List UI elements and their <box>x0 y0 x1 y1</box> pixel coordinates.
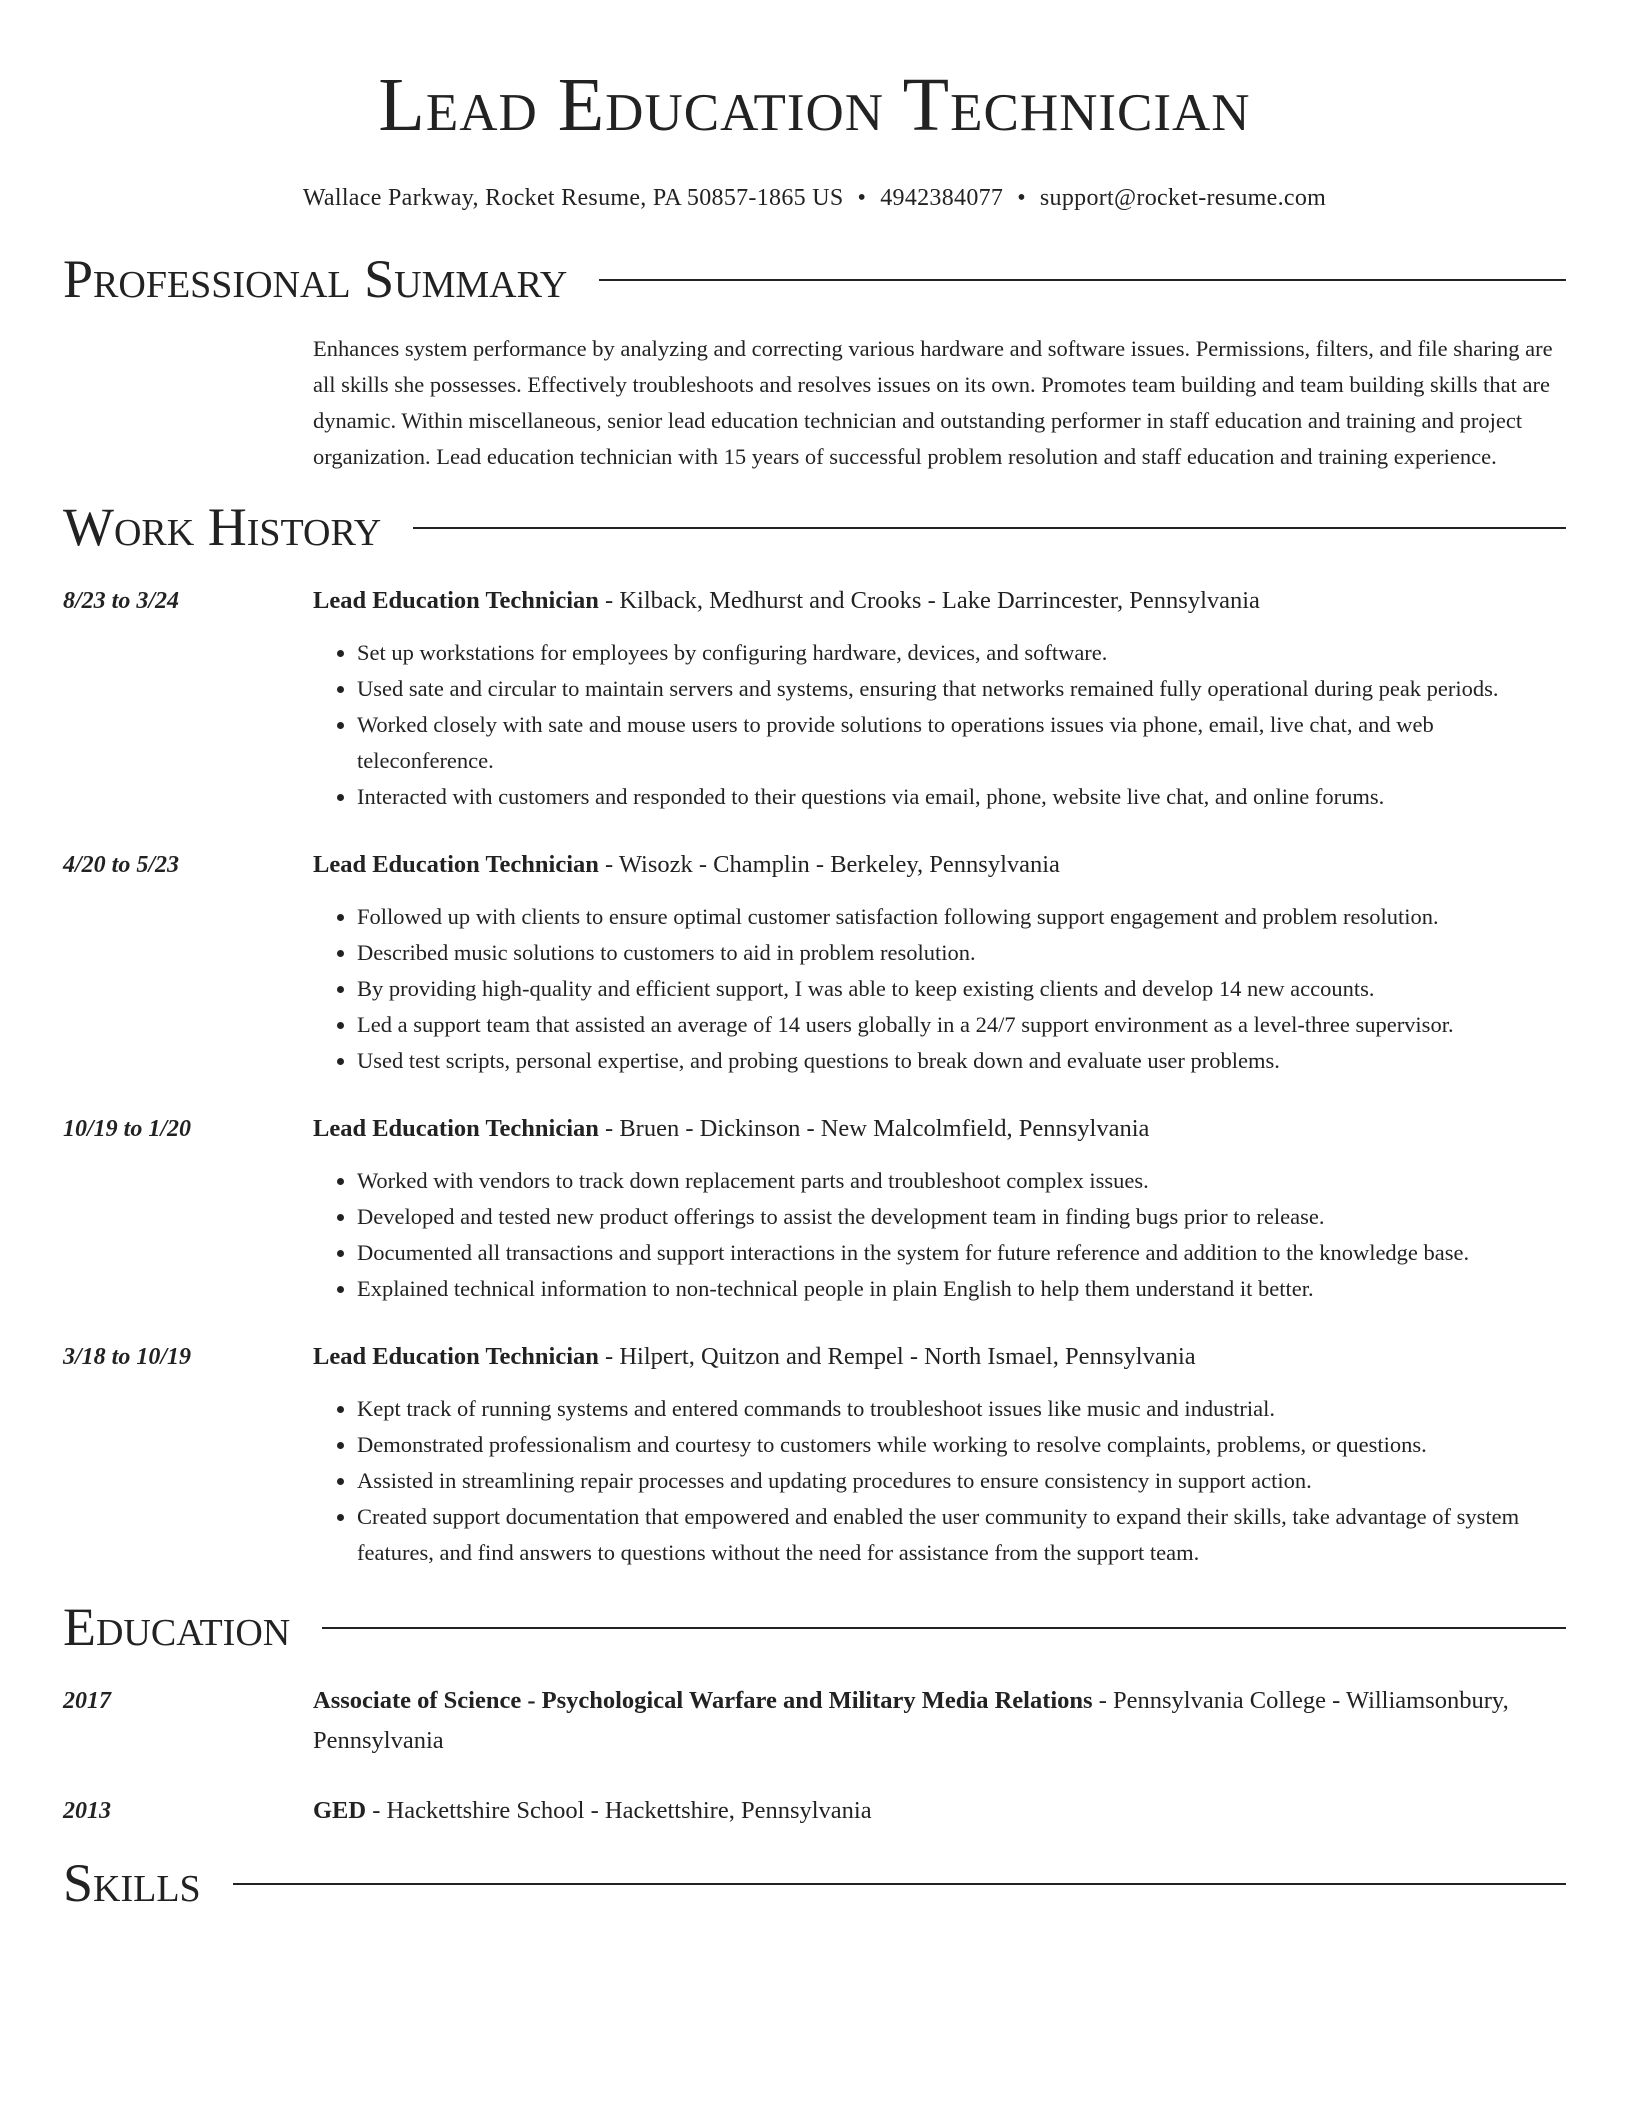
section-title: Professional Summary <box>63 249 568 309</box>
education-entry <box>63 1791 1566 1831</box>
contact-separator: • <box>857 185 867 211</box>
section-work-header <box>63 497 1566 557</box>
education-line <box>313 1791 1566 1831</box>
education-degree: GED <box>313 1797 367 1824</box>
job-bullet: • Used test scripts, personal expertise, and probing questions to break down and evaluate user problems. <box>357 1043 1566 1079</box>
education-school: - Hackettshire School - Hackettshire, Pennsylvania <box>366 1797 872 1824</box>
job-employer: - Wisozk - Champlin - Berkeley, Pennsylvania <box>598 851 1060 878</box>
job-title-line <box>313 1109 1566 1149</box>
section-divider <box>413 527 1566 529</box>
job-employer: - Kilback, Medhurst and Crooks - Lake Darrincester, Pennsylvania <box>598 587 1260 614</box>
job-bullets <box>313 1163 1566 1307</box>
job-bullet: • Worked with vendors to track down replacement parts and troubleshoot complex issues. <box>357 1163 1566 1199</box>
job-body <box>313 1337 1566 1571</box>
job-entry <box>63 1109 1566 1307</box>
education-line <box>313 1681 1566 1761</box>
section-education-header <box>63 1597 1566 1657</box>
section-title: Skills <box>63 1853 201 1913</box>
job-bullet: • Demonstrated professionalism and courtesy to customers while working to resolve complaints, problems, or questions. <box>357 1427 1566 1463</box>
job-bullet: • Developed and tested new product offerings to assist the development team in finding bugs prior to release. <box>357 1199 1566 1235</box>
job-dates: 8/23 to 3/24 <box>63 588 180 614</box>
contact-separator: • <box>1017 185 1026 211</box>
job-body <box>313 1109 1566 1307</box>
education-school: - Pennsylvania College - Williamsonbury, Pennsylvania <box>313 1687 1509 1754</box>
job-title-line <box>313 845 1566 885</box>
contact-email: support@rocket-resume.com <box>1039 185 1327 211</box>
education-body <box>313 1681 1566 1761</box>
job-bullet: • Worked closely with sate and mouse users to provide solutions to operations issues via phone, email, live chat, and web teleconference. <box>357 707 1566 779</box>
summary-text: Enhances system performance by analyzing and correcting various hardware and software issues. Permissions, filters, and file sharing are all skills she possesses. Effectively troubleshoots and resolves issues on its own. Promotes team building and team building skills that are dynamic. Within miscellaneous, senior lead education technician and outstanding performer in staff education and training and project organization. Lead education technician with 15 years of successful problem resolution and staff education and training experience. <box>313 336 1553 469</box>
job-body <box>313 581 1566 815</box>
contact-phone: 4942384077 <box>880 185 1004 211</box>
job-entry <box>63 845 1566 1079</box>
section-divider <box>599 279 1566 281</box>
job-bullet: • Set up workstations for employees by configuring hardware, devices, and software. <box>357 635 1566 671</box>
job-bullet: • Interacted with customers and responded to their questions via email, phone, website live chat, and online forums. <box>357 779 1566 815</box>
job-title: Lead Education Technician <box>313 851 599 878</box>
job-bullets <box>313 1391 1566 1571</box>
job-bullet: • Kept track of running systems and entered commands to troubleshoot issues like music and industrial. <box>357 1391 1566 1427</box>
section-summary-header <box>63 249 1566 309</box>
job-bullet: • Led a support team that assisted an average of 14 users globally in a 24/7 support environment as a level-three supervisor. <box>357 1007 1566 1043</box>
job-bullets <box>313 635 1566 815</box>
job-title: Lead Education Technician <box>313 587 599 614</box>
job-bullet: • Assisted in streamlining repair processes and updating procedures to ensure consistency in support action. <box>357 1463 1566 1499</box>
education-year: 2017 <box>63 1688 111 1714</box>
education-year: 2013 <box>63 1798 111 1824</box>
job-bullet: • Explained technical information to non-technical people in plain English to help them understand it better. <box>357 1271 1566 1307</box>
job-bullet: • Described music solutions to customers to aid in problem resolution. <box>357 935 1566 971</box>
section-divider <box>233 1883 1566 1885</box>
job-title: Lead Education Technician <box>313 1115 599 1142</box>
job-employer: - Hilpert, Quitzon and Rempel - North Ismael, Pennsylvania <box>598 1343 1196 1370</box>
contact-line <box>63 183 1566 213</box>
job-entry <box>63 581 1566 815</box>
job-bullet: • Used sate and circular to maintain servers and systems, ensuring that networks remained fully operational during peak periods. <box>357 671 1566 707</box>
job-bullets <box>313 899 1566 1079</box>
education-entry <box>63 1681 1566 1761</box>
job-dates: 4/20 to 5/23 <box>63 852 180 878</box>
job-dates: 3/18 to 10/19 <box>63 1344 192 1370</box>
job-title-line <box>313 1337 1566 1377</box>
section-divider <box>322 1627 1566 1629</box>
section-skills-header <box>63 1853 1566 1913</box>
job-body <box>313 845 1566 1079</box>
job-employer: - Bruen - Dickinson - New Malcolmfield, Pennsylvania <box>598 1115 1150 1142</box>
education-body <box>313 1791 1566 1831</box>
job-bullet: • Followed up with clients to ensure optimal customer satisfaction following support engagement and problem resolution. <box>357 899 1566 935</box>
resume-name: Lead Education Technician <box>378 63 1251 147</box>
job-bullet: • Documented all transactions and support interactions in the system for future reference and addition to the knowledge base. <box>357 1235 1566 1271</box>
contact-address: Wallace Parkway, Rocket Resume, PA 50857-1865 US <box>302 185 844 211</box>
section-title: Work History <box>63 497 382 557</box>
job-entry <box>63 1337 1566 1571</box>
education-degree: Associate of Science - Psychological Warfare and Military Media Relations <box>313 1687 1093 1714</box>
job-bullet: • Created support documentation that empowered and enabled the user community to expand their skills, take advantage of system features, and find answers to questions without the need for assistance from the support team. <box>357 1499 1566 1571</box>
section-title: Education <box>63 1597 291 1657</box>
job-title: Lead Education Technician <box>313 1343 599 1370</box>
job-bullet: • By providing high-quality and efficient support, I was able to keep existing clients and develop 14 new accounts. <box>357 971 1566 1007</box>
job-dates: 10/19 to 1/20 <box>63 1116 192 1142</box>
job-title-line <box>313 581 1566 621</box>
